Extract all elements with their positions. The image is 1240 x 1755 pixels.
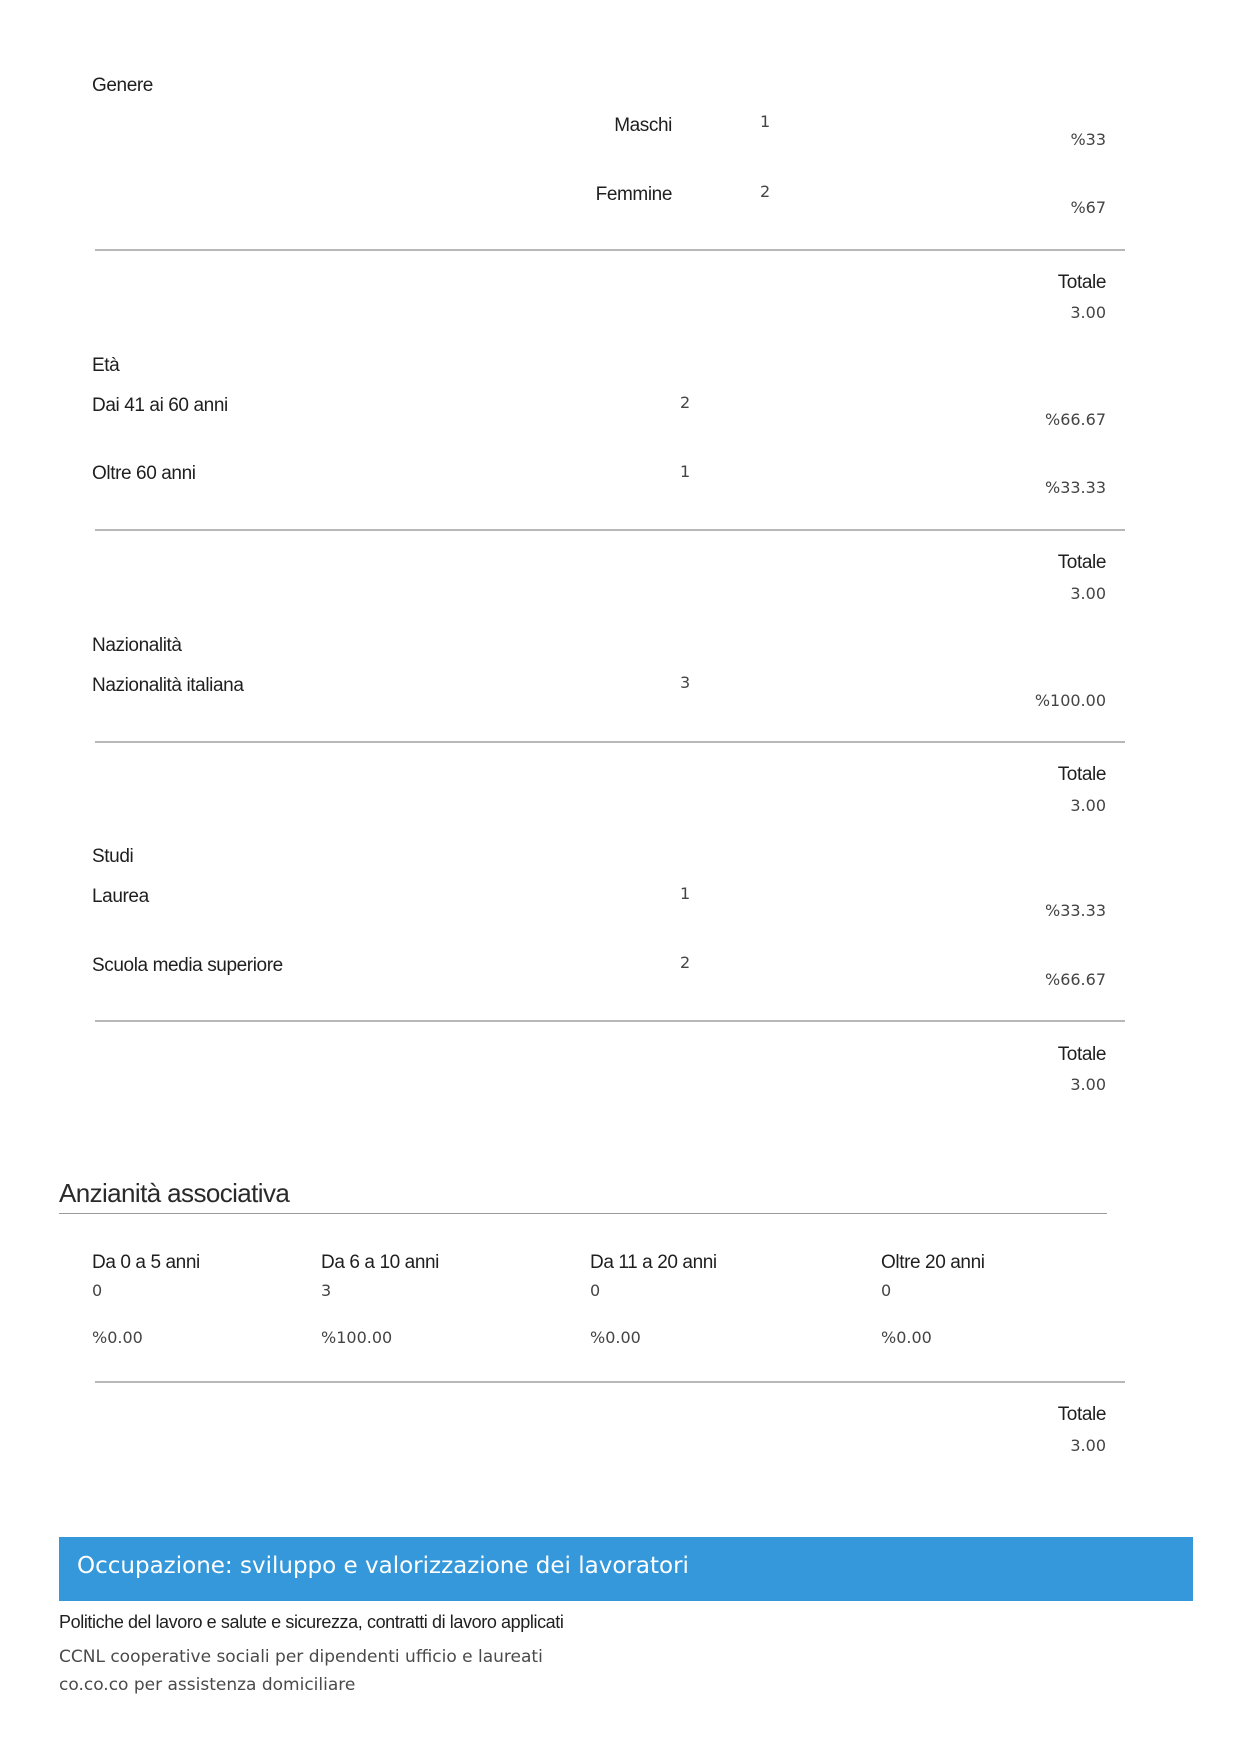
genere-row-count: 1 <box>760 112 771 131</box>
nazionalita-row-label: Nazionalità italiana <box>92 675 244 696</box>
nazionalita-row-count: 3 <box>680 673 691 692</box>
genere-row-pct: %67 <box>1070 198 1106 217</box>
section-divider <box>95 529 1125 531</box>
eta-total-label: Totale <box>1057 552 1106 573</box>
studi-title: Studi <box>92 846 134 867</box>
studi-row-count: 1 <box>680 884 691 903</box>
section-divider <box>95 741 1125 743</box>
genere-total-value: 3.00 <box>1070 303 1106 322</box>
studi-total-value: 3.00 <box>1070 1075 1106 1094</box>
anzianita-col-pct: %0.00 <box>590 1328 641 1347</box>
nazionalita-row-pct: %100.00 <box>1034 691 1106 710</box>
eta-row-count: 1 <box>680 462 691 481</box>
genere-row-label: Femmine <box>595 184 672 205</box>
banner-title: Occupazione: sviluppo e valorizzazione dei lavoratori <box>77 1553 689 1579</box>
eta-row-label: Dai 41 ai 60 anni <box>92 395 228 416</box>
anzianita-col-pct: %0.00 <box>92 1328 143 1347</box>
anzianita-col-label: Oltre 20 anni <box>881 1252 985 1273</box>
section-title-underline <box>59 1213 1107 1214</box>
anzianita-total-label: Totale <box>1057 1404 1106 1425</box>
anzianita-col-pct: %0.00 <box>881 1328 932 1347</box>
eta-title: Età <box>92 355 120 376</box>
anzianita-title: Anzianità associativa <box>59 1178 290 1208</box>
genere-title: Genere <box>92 75 153 96</box>
eta-row-label: Oltre 60 anni <box>92 463 196 484</box>
anzianita-col-label: Da 11 a 20 anni <box>590 1252 717 1273</box>
anzianita-col-pct: %100.00 <box>321 1328 393 1347</box>
anzianita-col-count: 0 <box>881 1281 892 1300</box>
eta-row-pct: %66.67 <box>1044 410 1106 429</box>
contract-line: CCNL cooperative sociali per dipendenti ufficio e laureati <box>59 1647 543 1667</box>
section-divider <box>95 1381 1125 1383</box>
contract-line: co.co.co per assistenza domiciliare <box>59 1675 356 1695</box>
studi-total-label: Totale <box>1057 1044 1106 1065</box>
nazionalita-total-value: 3.00 <box>1070 796 1106 815</box>
studi-row-count: 2 <box>680 953 691 972</box>
genere-row-count: 2 <box>760 182 771 201</box>
eta-row-pct: %33.33 <box>1044 478 1106 497</box>
anzianita-col-label: Da 6 a 10 anni <box>321 1252 439 1273</box>
subheading: Politiche del lavoro e salute e sicurezza, contratti di lavoro applicati <box>59 1612 564 1632</box>
studi-row-label: Scuola media superiore <box>92 955 283 976</box>
genere-row-label: Maschi <box>614 115 672 136</box>
eta-total-value: 3.00 <box>1070 584 1106 603</box>
genere-total-label: Totale <box>1057 272 1106 293</box>
anzianita-total-value: 3.00 <box>1070 1436 1106 1455</box>
eta-row-count: 2 <box>680 393 691 412</box>
anzianita-col-count: 3 <box>321 1281 332 1300</box>
studi-row-label: Laurea <box>92 886 149 907</box>
nazionalita-total-label: Totale <box>1057 764 1106 785</box>
anzianita-col-label: Da 0 a 5 anni <box>92 1252 200 1273</box>
anzianita-col-count: 0 <box>92 1281 103 1300</box>
studi-row-pct: %66.67 <box>1044 970 1106 989</box>
anzianita-col-count: 0 <box>590 1281 601 1300</box>
nazionalita-title: Nazionalità <box>92 635 182 656</box>
section-banner <box>59 1537 1193 1601</box>
section-divider <box>95 249 1125 251</box>
genere-row-pct: %33 <box>1070 130 1106 149</box>
studi-row-pct: %33.33 <box>1044 901 1106 920</box>
section-divider <box>95 1020 1125 1022</box>
